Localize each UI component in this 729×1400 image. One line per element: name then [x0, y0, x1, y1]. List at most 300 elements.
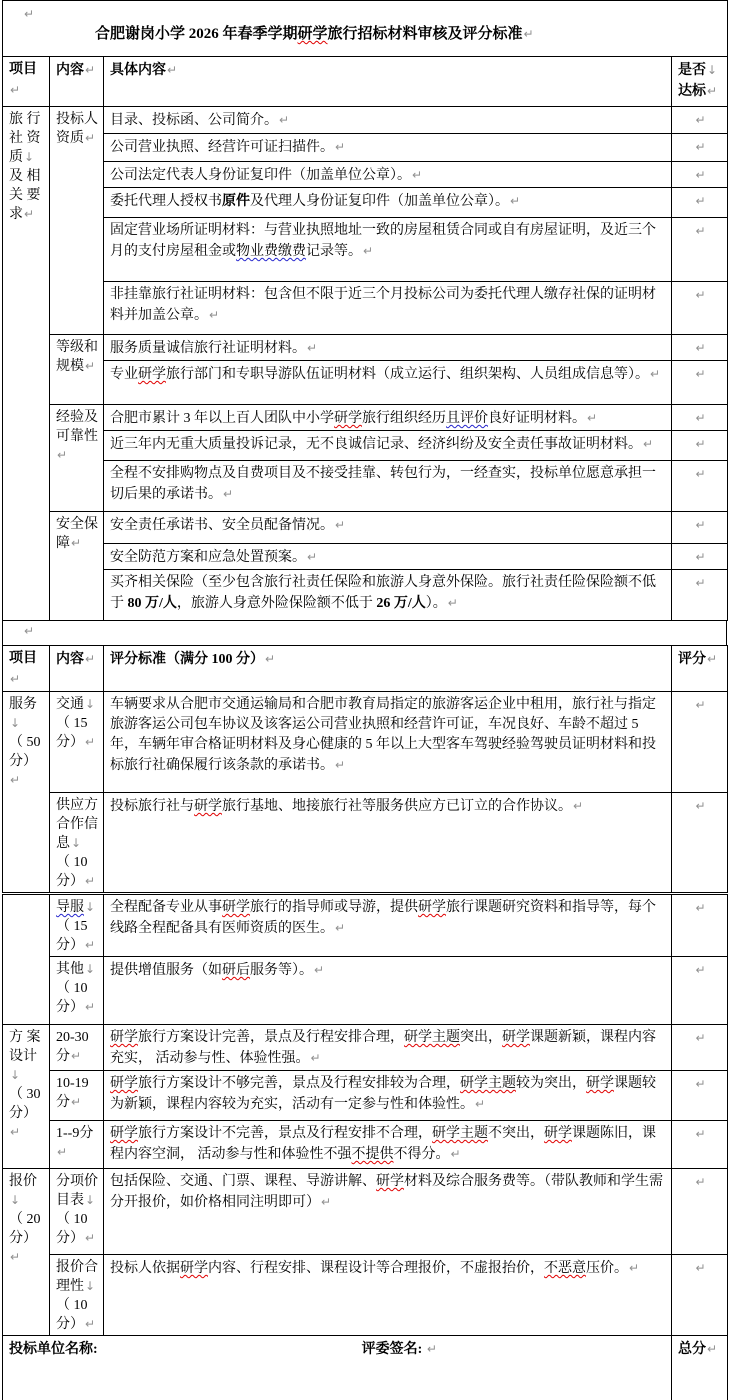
text-line — [56, 1229, 99, 1248]
text-line — [110, 1028, 667, 1069]
text-run: 可靠性 — [56, 429, 98, 444]
text-line — [56, 1172, 99, 1191]
table-row — [3, 1255, 728, 1336]
table-row — [3, 461, 728, 512]
criteria-cell — [104, 793, 672, 894]
text-run: 达标 — [678, 84, 706, 99]
text-line — [110, 695, 667, 776]
text-run: ，旅游人身意外险保险额不低于 — [176, 596, 377, 611]
text-line — [9, 1210, 45, 1229]
text-run: 资质 — [56, 131, 84, 146]
text-run: 20-30 — [56, 1030, 89, 1045]
text-run: 旅行的指导师或导游，提供 — [250, 900, 418, 915]
pilcrow-mark-icon: ↵ — [412, 168, 423, 182]
text-run: 旅行方案设计不够完善，景点及行程安排较为合理， — [138, 1076, 460, 1091]
text-run: 具体内容 — [110, 63, 166, 78]
text-line — [678, 464, 723, 485]
pilcrow-mark-icon: ↵ — [695, 576, 706, 590]
pilcrow-mark-icon: ↵ — [279, 113, 290, 127]
text-run: （ 20 — [9, 1212, 41, 1227]
pilcrow-mark-icon: ↵ — [85, 63, 96, 77]
text-run: 固定营业场所证明材料：与营业执照地址一致的房屋租赁合同或自有房屋证明，及近三个月的支付房屋租金或 — [110, 223, 656, 259]
text-line — [56, 1191, 99, 1210]
text-line — [56, 1296, 99, 1315]
text-run: 研学 — [334, 411, 362, 426]
text-line — [56, 427, 99, 465]
table-row — [3, 361, 728, 405]
pilcrow-mark-icon: ↵ — [335, 758, 346, 772]
content-cell — [50, 1025, 104, 1071]
text-line — [56, 129, 99, 148]
pilcrow-mark-icon: ↵ — [10, 672, 21, 686]
text-run: 研学 — [222, 900, 250, 915]
text-line — [56, 998, 99, 1017]
text-run: 材料及综合服务费等。（带队教师和学生需分开报价，如价格相同注明即可） — [110, 1174, 663, 1210]
detail-cell — [104, 461, 672, 512]
text-line — [9, 167, 45, 186]
pilcrow-mark-icon: ↵ — [695, 901, 706, 915]
pilcrow-mark-icon: ↵ — [695, 113, 706, 127]
text-line — [678, 338, 723, 359]
text-line — [110, 1124, 667, 1165]
text-line — [110, 338, 667, 359]
detail-cell — [104, 134, 672, 162]
pilcrow-mark-icon: ↵ — [265, 652, 276, 666]
text-run: 投标旅行社与 — [110, 799, 194, 814]
text-line — [56, 1047, 99, 1066]
text-run: 质 — [9, 150, 23, 165]
text-run: 分） — [9, 754, 37, 769]
text-line — [9, 752, 45, 790]
pilcrow-mark-icon: ↵ — [223, 487, 234, 501]
text-run: 等级和 — [56, 340, 98, 355]
text-run: 研学 — [418, 900, 446, 915]
text-run: 旅行招标材料审核及评分标准 — [327, 26, 523, 42]
detail-cell — [104, 405, 672, 431]
pilcrow-mark-icon: ↵ — [24, 207, 35, 221]
text-run: 公司法定代表人身份证复印件（加盖单位公章）。 — [110, 168, 411, 183]
text-run: 研学 — [194, 799, 222, 814]
text-run: 社 资 — [9, 131, 41, 146]
text-run: 专业 — [110, 367, 138, 382]
text-line — [678, 221, 723, 242]
content-cell — [50, 1169, 104, 1255]
text-run: 不突出， — [488, 1126, 544, 1141]
text-line — [9, 733, 45, 752]
pilcrow-mark-icon: ↵ — [85, 359, 96, 373]
pilcrow-mark-icon: ↵ — [695, 1031, 706, 1045]
pass-cell — [672, 361, 728, 405]
pass-cell — [672, 405, 728, 431]
text-run: 分） — [56, 1231, 84, 1246]
text-run: 研学 — [502, 1030, 530, 1045]
pilcrow-mark-icon: ↵ — [695, 799, 706, 813]
text-line — [678, 695, 723, 716]
criteria-cell — [104, 1121, 672, 1169]
review-standards-table — [2, 0, 728, 621]
text-line — [110, 464, 667, 505]
pilcrow-mark-icon: ↵ — [335, 518, 346, 532]
detail-cell — [104, 544, 672, 570]
line-break-mark-icon: ↓ — [85, 962, 96, 976]
text-run: 报价合 — [56, 1260, 98, 1275]
header-content-cell — [50, 57, 104, 107]
text-run: 目表 — [56, 1193, 84, 1208]
text-run: 理性 — [56, 1279, 84, 1294]
text-run: 旅行基地、地接旅行社等服务供应方已订立的合作协议。 — [222, 799, 572, 814]
text-run: 服务等）。 — [250, 963, 313, 978]
table-row — [3, 162, 728, 188]
text-run: 压价。 — [586, 1261, 628, 1276]
detail-cell — [104, 512, 672, 544]
text-run: 旅行方案设计完善，景点及行程安排合理， — [138, 1030, 404, 1045]
text-run: （ 10 — [56, 1212, 88, 1227]
pilcrow-mark-icon: ↵ — [335, 921, 346, 935]
pilcrow-mark-icon: ↵ — [695, 437, 706, 451]
text-run: 研学主题 — [460, 1076, 516, 1091]
pass-cell — [672, 544, 728, 570]
text-run: 评分标准（满分 100 分） — [110, 652, 264, 667]
text-run: 及 相 — [9, 169, 41, 184]
text-line — [110, 191, 667, 212]
text-line — [56, 1315, 99, 1334]
pass-cell — [672, 107, 728, 134]
table-row — [3, 335, 728, 361]
footer-total-cell — [672, 1336, 728, 1400]
table-row — [3, 1336, 728, 1400]
table-row — [3, 544, 728, 570]
text-run: 不得分。 — [393, 1147, 450, 1162]
text-line — [110, 165, 667, 186]
table-row — [3, 957, 728, 1025]
pilcrow-mark-icon: ↵ — [209, 308, 220, 322]
text-line — [110, 434, 667, 455]
detail-cell — [104, 335, 672, 361]
text-run: 及代理人身份证复印件（加盖单位公章）。 — [250, 194, 509, 209]
table-row — [3, 1169, 728, 1255]
text-line — [56, 1277, 99, 1296]
pilcrow-mark-icon: ↵ — [10, 773, 21, 787]
text-run: 近三年内无重大质量投诉记录，无不良诚信记录、经济纠纷及安全责任事故证明材料。 — [110, 437, 642, 452]
table-row — [3, 894, 728, 957]
document-title-cell — [3, 1, 728, 57]
score-cell — [672, 894, 728, 957]
text-run: 分） — [56, 1000, 84, 1015]
line-break-mark-icon: ↓ — [10, 1068, 21, 1082]
text-run: 研学 — [110, 1126, 138, 1141]
text-line — [678, 408, 723, 429]
line-break-mark-icon: ↓ — [85, 1279, 96, 1293]
pilcrow-mark-icon: ↵ — [447, 596, 458, 610]
text-run: 服务 — [9, 697, 37, 712]
text-run: 交通 — [56, 697, 84, 712]
text-line — [56, 917, 99, 936]
content-cell — [50, 1071, 104, 1121]
text-run: 分） — [56, 1317, 84, 1332]
text-line — [110, 796, 667, 817]
pilcrow-mark-icon: ↵ — [695, 963, 706, 977]
text-run: 研学 — [110, 1030, 138, 1045]
text-run: 非挂靠旅行社证明材料：包含但不限于近三个月投标公司为委托代理人缴存社保的证明材料并加盖公章。 — [110, 287, 656, 323]
table-row — [3, 646, 728, 692]
text-run: 研学 — [586, 1076, 614, 1091]
criteria-cell — [104, 894, 672, 957]
pilcrow-mark-icon: ↵ — [85, 1317, 96, 1331]
content-cell — [50, 793, 104, 894]
table-row — [3, 570, 728, 621]
table-row — [3, 1121, 728, 1169]
text-run: 包括保险、交通、门票、课程、导游讲解、 — [110, 1174, 376, 1189]
header-project-cell — [3, 646, 50, 692]
footer-signature-cell — [3, 1336, 672, 1400]
text-run: 旅行组织经历 — [362, 411, 446, 426]
text-line — [110, 1074, 667, 1115]
pilcrow-mark-icon: ↵ — [335, 140, 346, 154]
pilcrow-mark-icon: ↵ — [10, 83, 21, 97]
text-run: 方 案 — [9, 1030, 41, 1045]
text-line — [56, 853, 99, 872]
text-run: 10-19 — [56, 1076, 89, 1091]
text-line — [678, 137, 723, 158]
text-line — [56, 357, 99, 376]
pilcrow-mark-icon: ↵ — [71, 1049, 82, 1063]
text-run: （ 10 — [56, 855, 88, 870]
line-break-mark-icon: ↓ — [71, 836, 82, 850]
text-line — [678, 898, 723, 919]
text-run: 分） — [56, 938, 84, 953]
line-break-mark-icon: ↓ — [10, 1193, 21, 1207]
criteria-cell — [104, 1255, 672, 1336]
text-line — [56, 714, 99, 733]
text-run: （ 15 — [56, 716, 88, 731]
line-break-mark-icon: ↓ — [707, 63, 718, 77]
text-line — [56, 1093, 99, 1112]
content-cell — [50, 957, 104, 1025]
text-run: 息 — [56, 836, 70, 851]
text-run: 较为突出， — [516, 1076, 586, 1091]
pilcrow-mark-icon: ↵ — [695, 550, 706, 564]
criteria-cell — [104, 957, 672, 1025]
score-cell — [672, 692, 728, 793]
text-line — [56, 695, 99, 714]
text-line — [9, 186, 45, 205]
pilcrow-mark-icon: ↵ — [85, 131, 96, 145]
text-run: （ 10 — [56, 981, 88, 996]
header-pass-cell — [672, 57, 728, 107]
text-run: 旅行部门和专职导游队伍证明材料（成立运行、组织架构、人员组成信息等）。 — [166, 367, 649, 382]
pass-cell — [672, 512, 728, 544]
pass-cell — [672, 335, 728, 361]
text-run: 课题陈旧，课程内容空洞， 活动参与性和体验性不强 — [110, 1126, 656, 1162]
text-run: 分） — [9, 1231, 37, 1246]
text-run: 且评价 — [446, 411, 488, 426]
pilcrow-mark-icon: ↵ — [71, 536, 82, 550]
text-line — [9, 1028, 45, 1047]
text-line — [56, 1074, 99, 1093]
pilcrow-mark-icon: ↵ — [475, 1097, 486, 1111]
text-line — [678, 434, 723, 455]
pilcrow-mark-icon: ↵ — [707, 84, 718, 98]
text-run: 设计 — [9, 1049, 37, 1064]
text-run: 全程配备专业从事 — [110, 900, 222, 915]
text-line — [9, 4, 723, 24]
text-run: 合作信 — [56, 817, 98, 832]
text-line — [678, 796, 723, 817]
text-line — [9, 1085, 45, 1104]
text-line — [110, 364, 667, 385]
text-line — [110, 408, 667, 429]
text-run: 其他 — [56, 962, 84, 977]
pilcrow-mark-icon: ↵ — [695, 411, 706, 425]
pilcrow-mark-icon: ↵ — [643, 437, 654, 451]
text-run: （ 50 — [9, 735, 41, 750]
table-row — [3, 107, 728, 134]
text-run: 报价 — [9, 1174, 37, 1189]
pilcrow-mark-icon: ↵ — [57, 1145, 68, 1159]
scoring-standards-table — [2, 645, 728, 1400]
pass-cell — [672, 134, 728, 162]
content-cell — [50, 894, 104, 957]
pilcrow-mark-icon: ↵ — [363, 244, 374, 258]
pilcrow-mark-icon: ↵ — [695, 1261, 706, 1275]
table-row — [3, 405, 728, 431]
text-line — [9, 205, 45, 224]
table-row — [3, 1071, 728, 1121]
text-run: 规模 — [56, 359, 84, 374]
content-cell — [50, 512, 104, 621]
pilcrow-mark-icon: ↵ — [695, 168, 706, 182]
text-run: 障 — [56, 536, 70, 551]
text-line — [56, 649, 99, 670]
text-run: 分 — [56, 1095, 70, 1110]
text-line — [110, 515, 667, 536]
line-break-mark-icon: ↓ — [24, 150, 35, 164]
text-line — [110, 137, 667, 158]
text-line — [678, 573, 723, 594]
table-row — [3, 282, 728, 335]
text-run: 分 — [56, 1049, 70, 1064]
text-line — [678, 165, 723, 186]
pilcrow-mark-icon: ↵ — [707, 1342, 718, 1356]
text-run: 研学主题 — [404, 1030, 460, 1045]
text-line — [9, 148, 45, 167]
text-line — [56, 338, 99, 357]
text-line — [9, 1339, 667, 1360]
text-line — [678, 1339, 723, 1360]
text-run: 分） — [56, 735, 84, 750]
detail-cell — [104, 570, 672, 621]
table-row — [3, 1025, 728, 1071]
pass-cell — [672, 188, 728, 218]
text-run: 供应方 — [56, 798, 98, 813]
header-score-cell — [672, 646, 728, 692]
criteria-cell — [104, 1071, 672, 1121]
header-content-cell — [50, 646, 104, 692]
table-row — [3, 1, 728, 57]
text-run: 合肥市累计 3 年以上百人团队中小学 — [110, 411, 334, 426]
text-run: 目录、投标函、公司简介。 — [110, 113, 278, 128]
pilcrow-mark-icon: ↵ — [71, 1095, 82, 1109]
line-break-mark-icon: ↓ — [10, 716, 21, 730]
text-line — [110, 573, 667, 614]
text-line — [678, 1258, 723, 1279]
text-line — [110, 285, 667, 326]
pilcrow-mark-icon: ↵ — [314, 963, 325, 977]
text-run: 导服 — [56, 900, 84, 915]
pilcrow-mark-icon: ↵ — [85, 735, 96, 749]
text-run: 80 万/人 — [127, 596, 177, 611]
pass-cell — [672, 162, 728, 188]
pilcrow-mark-icon: ↵ — [650, 367, 661, 381]
table-row — [3, 218, 728, 282]
score-cell — [672, 957, 728, 1025]
text-line — [56, 1028, 99, 1047]
text-line — [678, 191, 723, 212]
score-cell — [672, 1121, 728, 1169]
text-line — [678, 364, 723, 385]
text-line — [110, 1258, 667, 1279]
text-run: 投标人 — [56, 112, 98, 127]
text-run: 委托代理人授权书 — [110, 194, 222, 209]
text-line — [678, 1028, 723, 1049]
pilcrow-mark-icon: ↵ — [695, 367, 706, 381]
text-run: 课题新颖，课程内容充实， 活动参与性、体验性强。 — [110, 1030, 656, 1066]
table-row — [3, 188, 728, 218]
criteria-cell — [104, 1169, 672, 1255]
text-run: 物业费缴费 — [236, 244, 306, 259]
text-run: 求 — [9, 207, 23, 222]
text-run: （ 15 — [56, 919, 88, 934]
text-line — [110, 60, 667, 81]
text-run: 26 万/人 — [376, 596, 426, 611]
text-run: 原件 — [222, 194, 250, 209]
text-line — [56, 872, 99, 891]
content-cell — [50, 335, 104, 405]
text-run: 项目 — [9, 62, 37, 77]
text-run: 安全责任承诺书、安全员配备情况。 — [110, 518, 334, 533]
text-run: 是否 — [678, 63, 706, 78]
text-line — [56, 733, 99, 752]
text-run: 旅 行 — [9, 112, 41, 127]
text-line — [110, 649, 667, 670]
pass-cell — [672, 431, 728, 461]
table-row — [3, 57, 728, 107]
pilcrow-mark-icon: ↵ — [510, 194, 521, 208]
score-cell — [672, 1255, 728, 1336]
text-run: 投标单位名称: — [9, 1342, 98, 1357]
text-line — [9, 60, 45, 101]
text-run: 总分 — [678, 1342, 706, 1357]
between-tables-empty-paragraph — [2, 621, 727, 645]
text-run: 分） — [9, 1106, 37, 1121]
text-run: 内容 — [56, 652, 84, 667]
pass-cell — [672, 570, 728, 621]
text-run: 安全保 — [56, 517, 98, 532]
line-break-mark-icon: ↓ — [85, 1193, 96, 1207]
content-cell — [50, 1255, 104, 1336]
text-line — [9, 1047, 45, 1085]
text-run: 评分 — [678, 652, 706, 667]
text-run: 评委签名: — [361, 1342, 423, 1357]
text-run: 内容 — [56, 63, 84, 78]
pilcrow-mark-icon: ↵ — [321, 1195, 332, 1209]
detail-cell — [104, 282, 672, 335]
pilcrow-mark-icon: ↵ — [24, 7, 35, 21]
text-line — [110, 221, 667, 262]
text-run: 记录等。 — [306, 244, 362, 259]
pilcrow-mark-icon: ↵ — [85, 938, 96, 952]
text-run: 旅行课题研究资料和指导等，每个线路全程配备具有医师资质的医生。 — [110, 900, 656, 936]
